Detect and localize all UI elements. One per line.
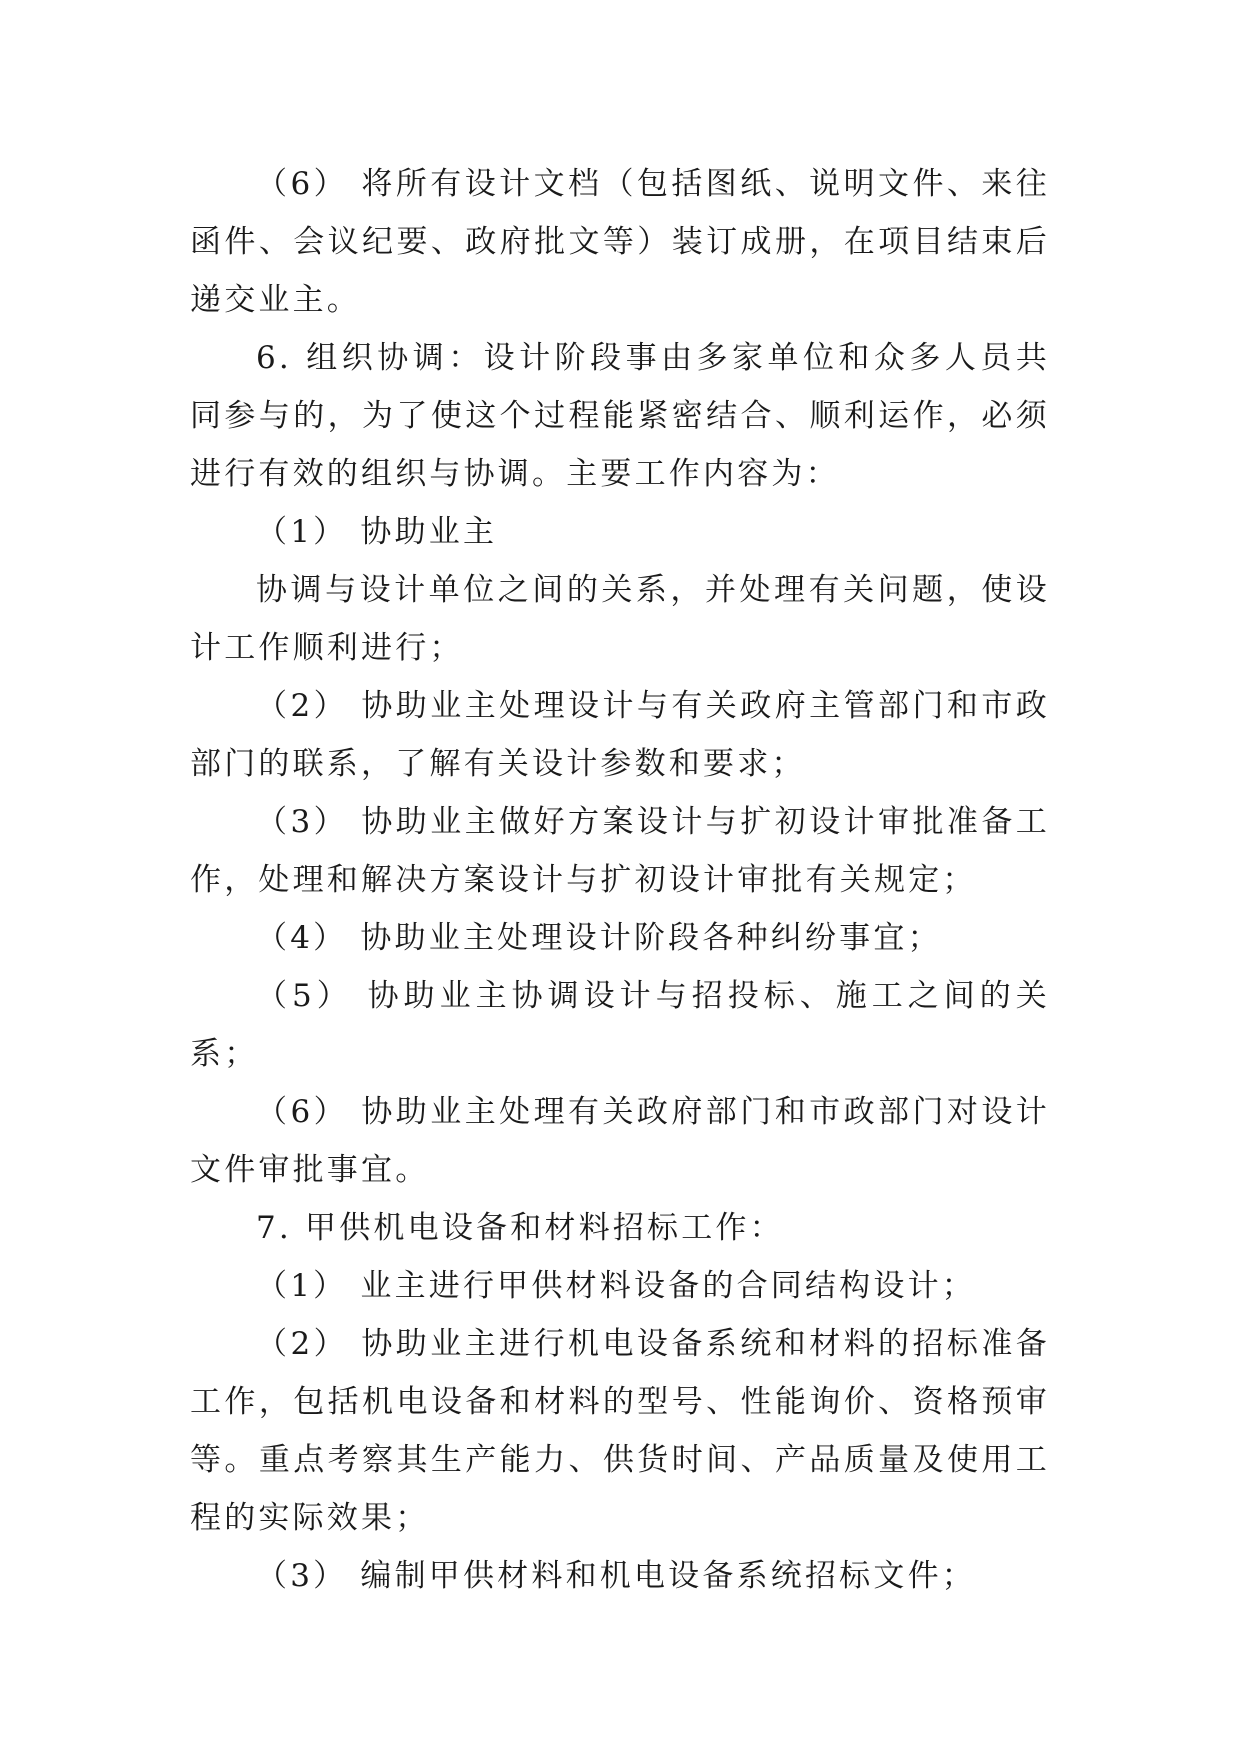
paragraph-s7-item-3: （3） 编制甲供材料和机电设备系统招标文件；: [256, 1558, 976, 1594]
paragraph-s7-item-1: （1） 业主进行甲供材料设备的合同结构设计；: [256, 1268, 976, 1304]
paragraph-item-6: （6） 协助业主处理有关政府部门和市政部门对设计文件审批事宜。: [190, 1094, 1050, 1188]
paragraph-section-6-heading: 6. 组织协调：设计阶段事由多家单位和众多人员共同参与的，为了使这个过程能紧密结合、顺利运作，必须进行有效的组织与协调。主要工作内容为：: [190, 340, 1050, 492]
paragraph-s7-item-2: （2） 协助业主进行机电设备系统和材料的招标准备工作，包括机电设备和材料的型号、性能询价、资格预审等。重点考察其生产能力、供货时间、产品质量及使用工程的实际效果；: [190, 1326, 1050, 1536]
paragraph-item-2: （2） 协助业主处理设计与有关政府主管部门和市政部门的联系，了解有关设计参数和要求；: [190, 688, 1050, 782]
paragraph-item-4: （4） 协助业主处理设计阶段各种纠纷事宜；: [256, 920, 942, 956]
paragraph-section-7-heading: 7. 甲供机电设备和材料招标工作：: [256, 1210, 784, 1246]
paragraph-design-docs-binding: （6） 将所有设计文档（包括图纸、说明文件、来往函件、会议纪要、政府批文等）装订成册，在项目结束后递交业主。: [190, 166, 1050, 318]
paragraph-coordinate-design-units: 协调与设计单位之间的关系，并处理有关问题，使设计工作顺利进行；: [190, 572, 1050, 666]
document-body: [190, 155, 1050, 1605]
paragraph-item-5: （5） 协助业主协调设计与招投标、施工之间的关系；: [190, 978, 1050, 1072]
paragraph-item-3: （3） 协助业主做好方案设计与扩初设计审批准备工作，处理和解决方案设计与扩初设计审批有关规定；: [190, 804, 1050, 898]
paragraph-item-1-assist-owner: （1） 协助业主: [256, 514, 498, 550]
